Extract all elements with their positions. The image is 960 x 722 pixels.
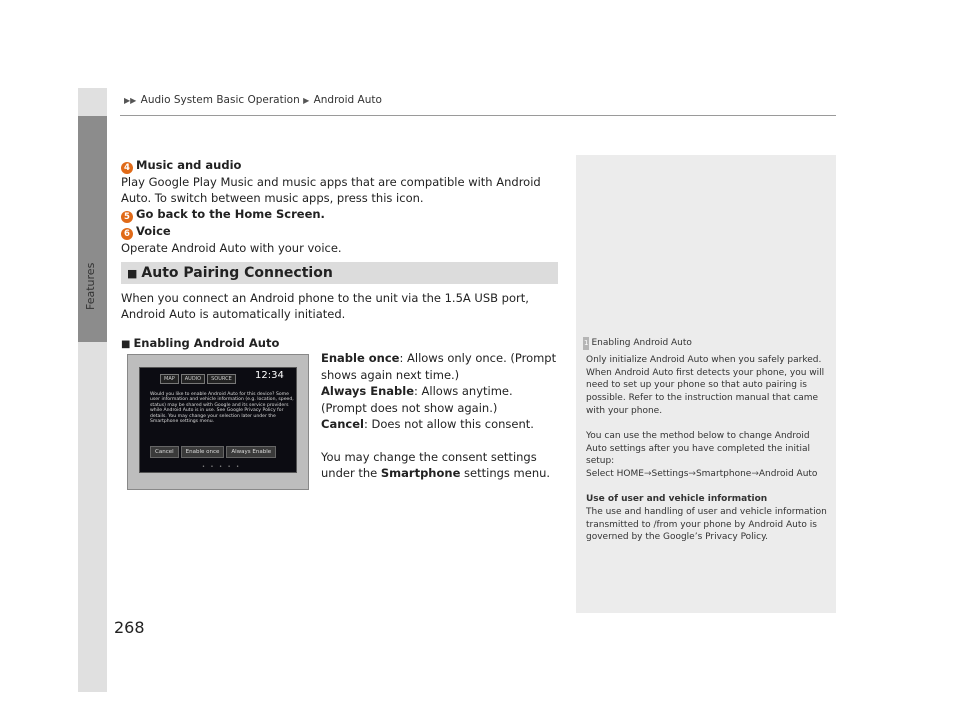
note-subtitle: Use of user and vehicle information — [586, 493, 768, 504]
consent-note-text-end: settings menu. — [460, 466, 551, 480]
screen-buttons — [150, 446, 276, 458]
feature-items — [121, 157, 561, 256]
item-title: Go back to the Home Screen. — [136, 207, 325, 221]
option-cancel — [321, 416, 561, 433]
breadcrumb-separator-icon: ▶ — [303, 96, 310, 105]
screen-prompt-text: Would you like to enable Android Auto for this device? Some user information and vehicle information (e.g. location, speed, status) may be shared with Google and its service providers while Android Auto is in use. See Google Privacy Policy for details. You may change your selection later under the Smartphone settings menu. — [150, 392, 294, 425]
chapter-side-tab — [0, 0, 107, 722]
option-desc: : Allows anytime. (Prompt does not show again.) — [321, 384, 513, 415]
path-item-settings: Settings — [651, 469, 689, 480]
option-always-enable — [321, 383, 561, 416]
path-arrow-icon: → — [643, 469, 652, 480]
subsection-heading — [121, 336, 279, 350]
screen-tabs — [160, 374, 236, 384]
path-arrow-icon: → — [751, 469, 759, 480]
note-content — [583, 337, 831, 544]
screen-tab-source: SOURCE — [207, 374, 236, 384]
chapter-label: Features — [84, 262, 97, 310]
subsection-title: Enabling Android Auto — [133, 336, 280, 350]
item-title: Voice — [136, 224, 171, 238]
screen-always-enable-button: Always Enable — [226, 446, 276, 458]
subsection-marker-icon: ■ — [121, 339, 131, 350]
screen-clock: 12:34 — [255, 370, 284, 381]
consent-note — [321, 449, 561, 482]
note-paragraph-3: The use and handling of user and vehicle information transmitted to /from your phone by Android Auto is governed by the Google’s Privacy Policy. — [586, 506, 827, 543]
item-music — [121, 157, 561, 206]
header-rule — [120, 115, 836, 116]
screen-enable-once-button: Enable once — [181, 446, 225, 458]
path-prefix: Select HOME — [586, 469, 644, 480]
option-desc: : Does not allow this consent. — [363, 417, 534, 431]
consent-note-text: You may change the consent settings under the — [321, 449, 537, 480]
section-intro: When you connect an Android phone to the unit via the 1.5A USB port, Android Auto is automatically initiated. — [121, 291, 529, 321]
item-number-icon: 6 — [121, 228, 133, 240]
section-title: Auto Pairing Connection — [141, 265, 333, 281]
item-number-icon: 5 — [121, 211, 133, 223]
breadcrumb — [124, 94, 382, 106]
note-title-text: Enabling Android Auto — [591, 338, 692, 348]
option-desc: : Allows only once. (Prompt shows again next time.) — [321, 351, 557, 382]
item-number-icon: 4 — [121, 162, 133, 174]
section-marker-icon: ■ — [127, 267, 138, 280]
note-number-icon: 1 — [583, 337, 589, 350]
note-paragraph-2: You can use the method below to change Android Auto settings after you have completed the initial setup: — [586, 430, 810, 467]
item-voice — [121, 223, 561, 256]
path-item-smartphone: Smartphone — [695, 469, 752, 480]
screen-illustration — [127, 354, 309, 490]
item-title: Music and audio — [136, 158, 242, 172]
screen-page-dots: • • • • • — [202, 464, 242, 470]
note-title — [583, 337, 831, 350]
consent-note-bold: Smartphone — [380, 466, 461, 480]
consent-options — [321, 350, 561, 482]
screen-display — [139, 367, 297, 473]
screen-tab-audio: AUDIO — [181, 374, 205, 384]
screen-cancel-button: Cancel — [150, 446, 179, 458]
screen-tab-map: MAP — [160, 374, 179, 384]
item-text: Play Google Play Music and music apps that are compatible with Android Auto. To switch between music apps, press this icon. — [121, 175, 541, 205]
page-number: 268 — [114, 618, 145, 637]
note-paragraph-1: Only initialize Android Auto when you safely parked. When Android Auto first detects your phone, you will need to set up your phone so that auto pairing is possible. Refer to the instruction manual that came with your phone. — [586, 354, 825, 416]
path-arrow-icon: → — [688, 469, 696, 480]
breadcrumb-current: Android Auto — [313, 94, 382, 106]
item-text: Operate Android Auto with your voice. — [121, 241, 342, 255]
breadcrumb-arrow-icon: ▶▶ — [124, 96, 137, 105]
breadcrumb-section[interactable]: Audio System Basic Operation — [140, 94, 300, 106]
path-item-android-auto: Android Auto — [758, 469, 818, 480]
note-settings-path — [586, 468, 831, 481]
option-enable-once — [321, 350, 561, 383]
option-label: Always Enable — [321, 384, 414, 398]
item-home — [121, 206, 561, 223]
section-heading — [121, 262, 558, 284]
option-label: Enable once — [321, 351, 400, 365]
option-label: Cancel — [321, 417, 364, 431]
